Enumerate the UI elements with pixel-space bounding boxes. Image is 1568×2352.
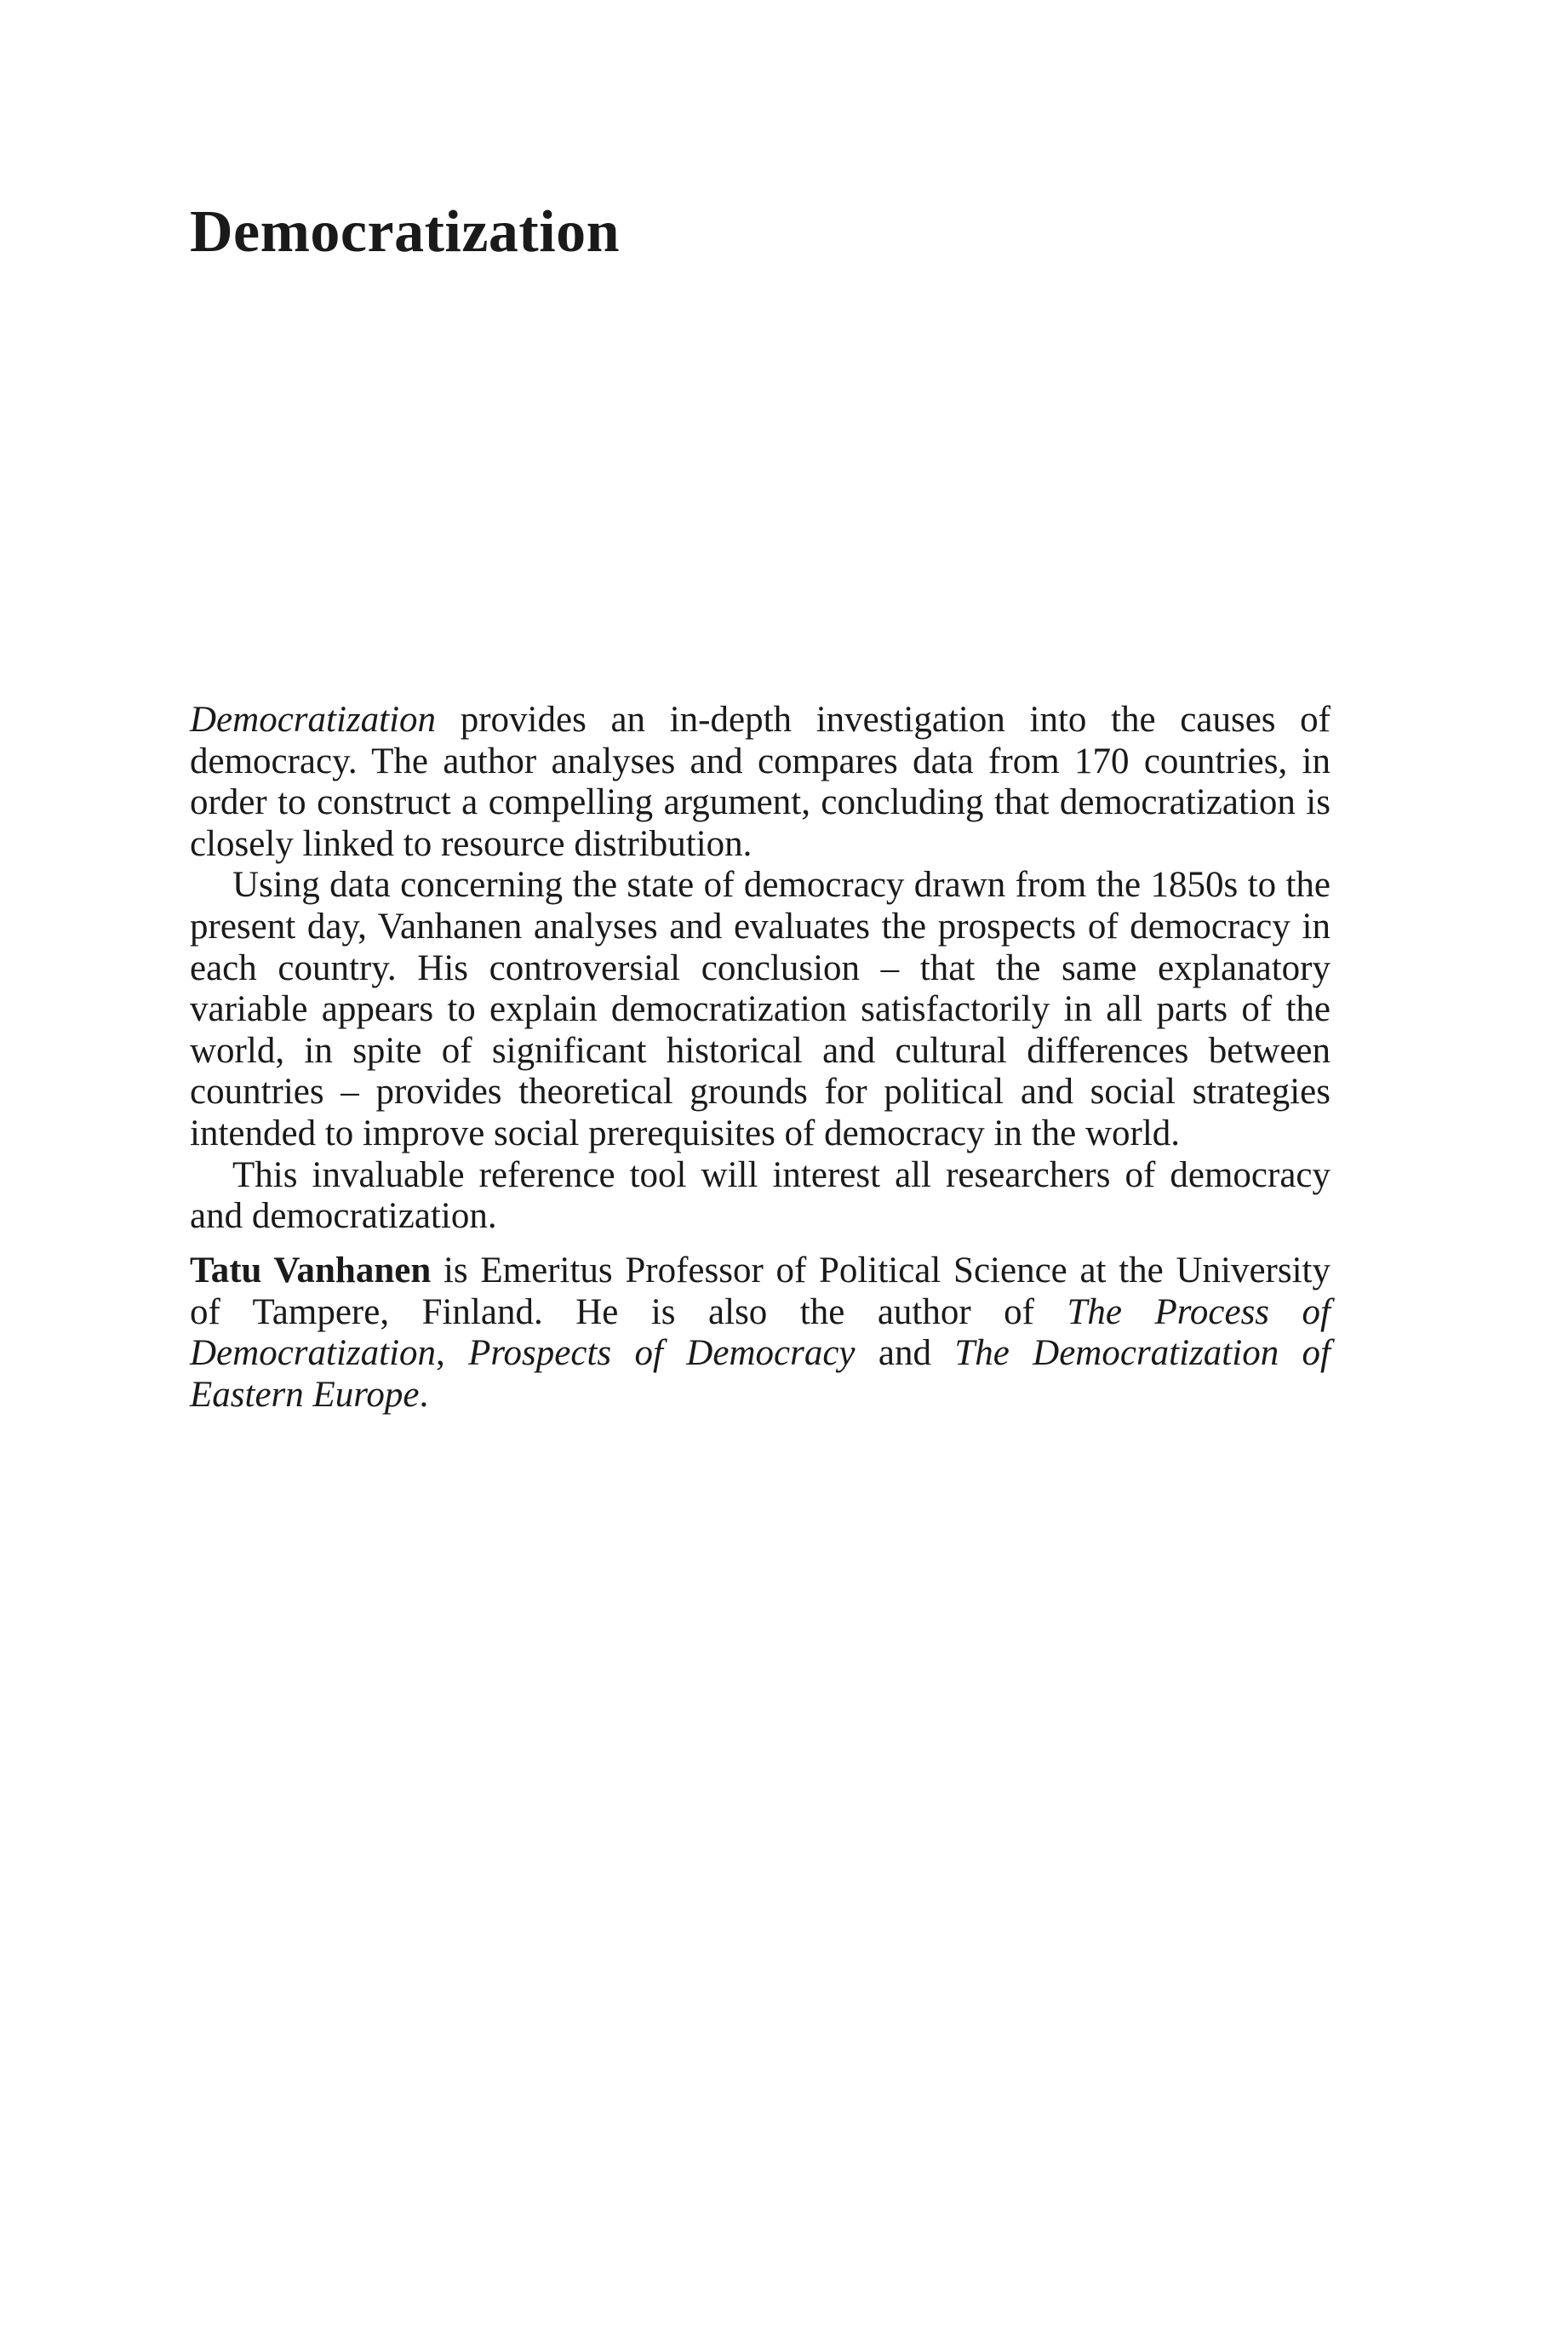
- book-title-3: The Democratization of Eastern Europe: [190, 1333, 1331, 1415]
- separator-1: ,: [436, 1333, 469, 1374]
- description-paragraph-1: [190, 700, 1331, 865]
- author-bio: [190, 1250, 1331, 1416]
- author-name: Tatu Vanhanen: [190, 1250, 432, 1290]
- description-paragraph-2: Using data concerning the state of democracy drawn from the 1850s to the present day, Vanhanen analyses and evaluates the prospects of democracy in each country. His controversial conclusion – that the same explanatory variable appears to explain democratization satisfactorily in all parts of the world, in spite of significant historical and cultural differences between countries – provides theoretical grounds for political and social strategies intended to improve social prerequisites of democracy in the world.: [190, 865, 1331, 1153]
- description-paragraph-3: This invaluable reference tool will interest all researchers of democracy and democratization.: [190, 1154, 1331, 1237]
- book-title-italic: Democratization: [190, 700, 437, 740]
- book-description: [190, 700, 1331, 1238]
- bio-end: .: [419, 1374, 429, 1415]
- description-paragraph-1-text: provides an in-depth investigation into the causes of democracy. The author analyses and compares data from 170 countries, in order to construct a compelling argument, concluding that democratization is closely linked to resource distribution.: [190, 700, 1331, 864]
- author-bio-text: is Emeritus Professor of Political Science at the University of Tampere, Finland. He is also the author of: [190, 1250, 1331, 1332]
- page-title: Democratization: [190, 199, 621, 265]
- separator-2: and: [855, 1333, 955, 1374]
- book-title-2: Prospects of Democracy: [468, 1333, 856, 1374]
- book-title-1: The Process of Democratization: [190, 1291, 1331, 1374]
